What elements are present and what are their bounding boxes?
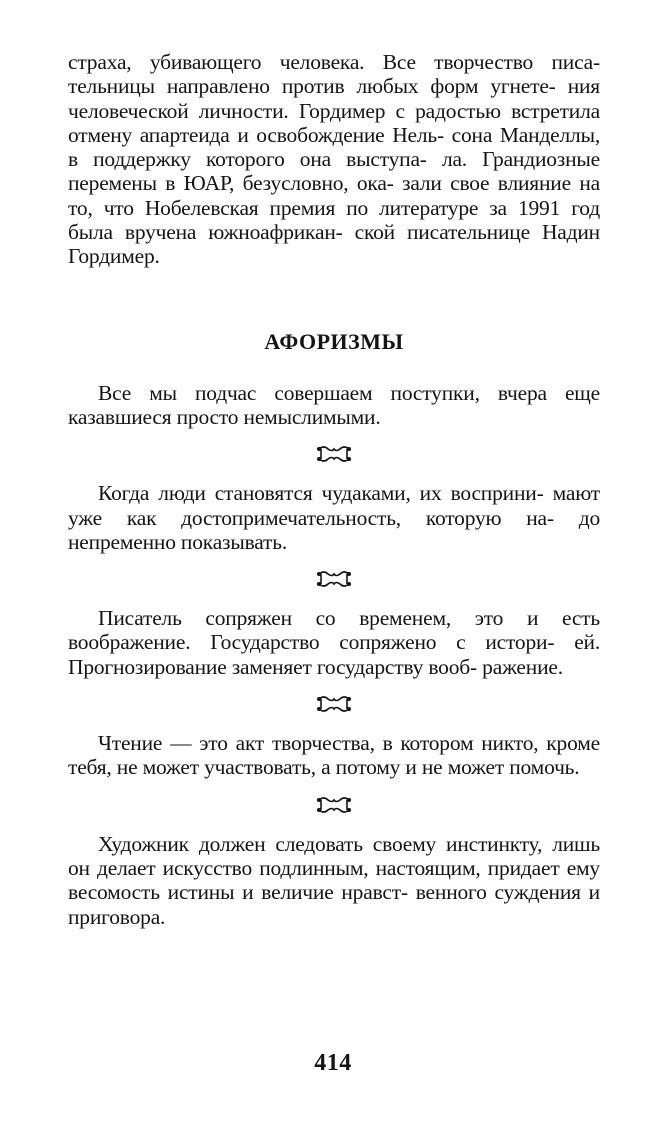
- aphorism-line: Когда люди становятся чудаками, их восприни-: [98, 481, 544, 506]
- aphorism-3: [68, 606, 600, 679]
- intro-line: литературе за 1991 год была вручена южноафрикан-: [68, 195, 600, 245]
- intro-line: сона Манделлы, в поддержку которого она выступа-: [68, 122, 600, 172]
- intro-line: ла. Грандиозные перемены в ЮАР, безусловно, ока-: [68, 147, 600, 196]
- ornament-divider-icon: [316, 568, 352, 590]
- aphorism-2: [68, 481, 600, 554]
- page-number: 414: [314, 1050, 352, 1076]
- aphorism-line: венного суждения и приговора.: [68, 880, 600, 929]
- aphorism-line: Чтение — это акт творчества, в котором никто,: [98, 731, 539, 756]
- aphorism-line: казавшиеся просто немыслимыми.: [68, 404, 381, 429]
- aphorism-line: лишь он делает искусство подлинным, настоящим,: [68, 831, 600, 880]
- intro-line: встретила отмену апартеида и освобождение Нель-: [68, 98, 600, 147]
- intro-line: зали свое влияние на то, что Нобелевская премия по: [68, 171, 600, 220]
- aphorism-line: воображение. Государство сопряжено с истори-: [68, 630, 555, 655]
- aphorism-1: [68, 381, 600, 430]
- ornament-divider-icon: [316, 693, 352, 715]
- aphorism-line: Художник должен следовать своему инстинкту,: [98, 831, 543, 856]
- aphorism-line: Писатель сопряжен со временем, это и есть: [98, 606, 600, 631]
- intro-line: страха, убивающего человека. Все творчество писа-: [68, 50, 600, 74]
- aphorism-line: мают уже как достопримечательность, которую на-: [68, 481, 600, 530]
- aphorism-line: придает ему весомость истины и величие нравст-: [68, 855, 600, 905]
- intro-line: ской писательнице Надин Гордимер.: [68, 220, 600, 269]
- section-title: АФОРИЗМЫ: [264, 328, 404, 354]
- intro-line: тельницы направлено против любых форм угнете-: [68, 74, 556, 99]
- aphorism-4: [68, 731, 600, 780]
- aphorism-line: Все мы подчас совершаем поступки, вчера еще: [98, 380, 600, 405]
- book-page: [68, 50, 600, 929]
- ornament-divider-icon: [316, 794, 352, 816]
- intro-line: ния человеческой личности. Гордимер с радостью: [68, 74, 600, 123]
- ornament-divider-icon: [316, 443, 352, 465]
- aphorism-5: [68, 832, 600, 929]
- aphorism-line: ей. Прогнозирование заменяет государству вооб-: [68, 630, 601, 679]
- aphorism-line: ражение.: [482, 654, 563, 679]
- aphorism-line: до непременно показывать.: [68, 505, 600, 554]
- intro-paragraph: [68, 50, 600, 269]
- aphorism-line: может помочь.: [447, 755, 580, 780]
- aphorism-line: кроме тебя, не может участвовать, а потому и не: [68, 731, 600, 780]
